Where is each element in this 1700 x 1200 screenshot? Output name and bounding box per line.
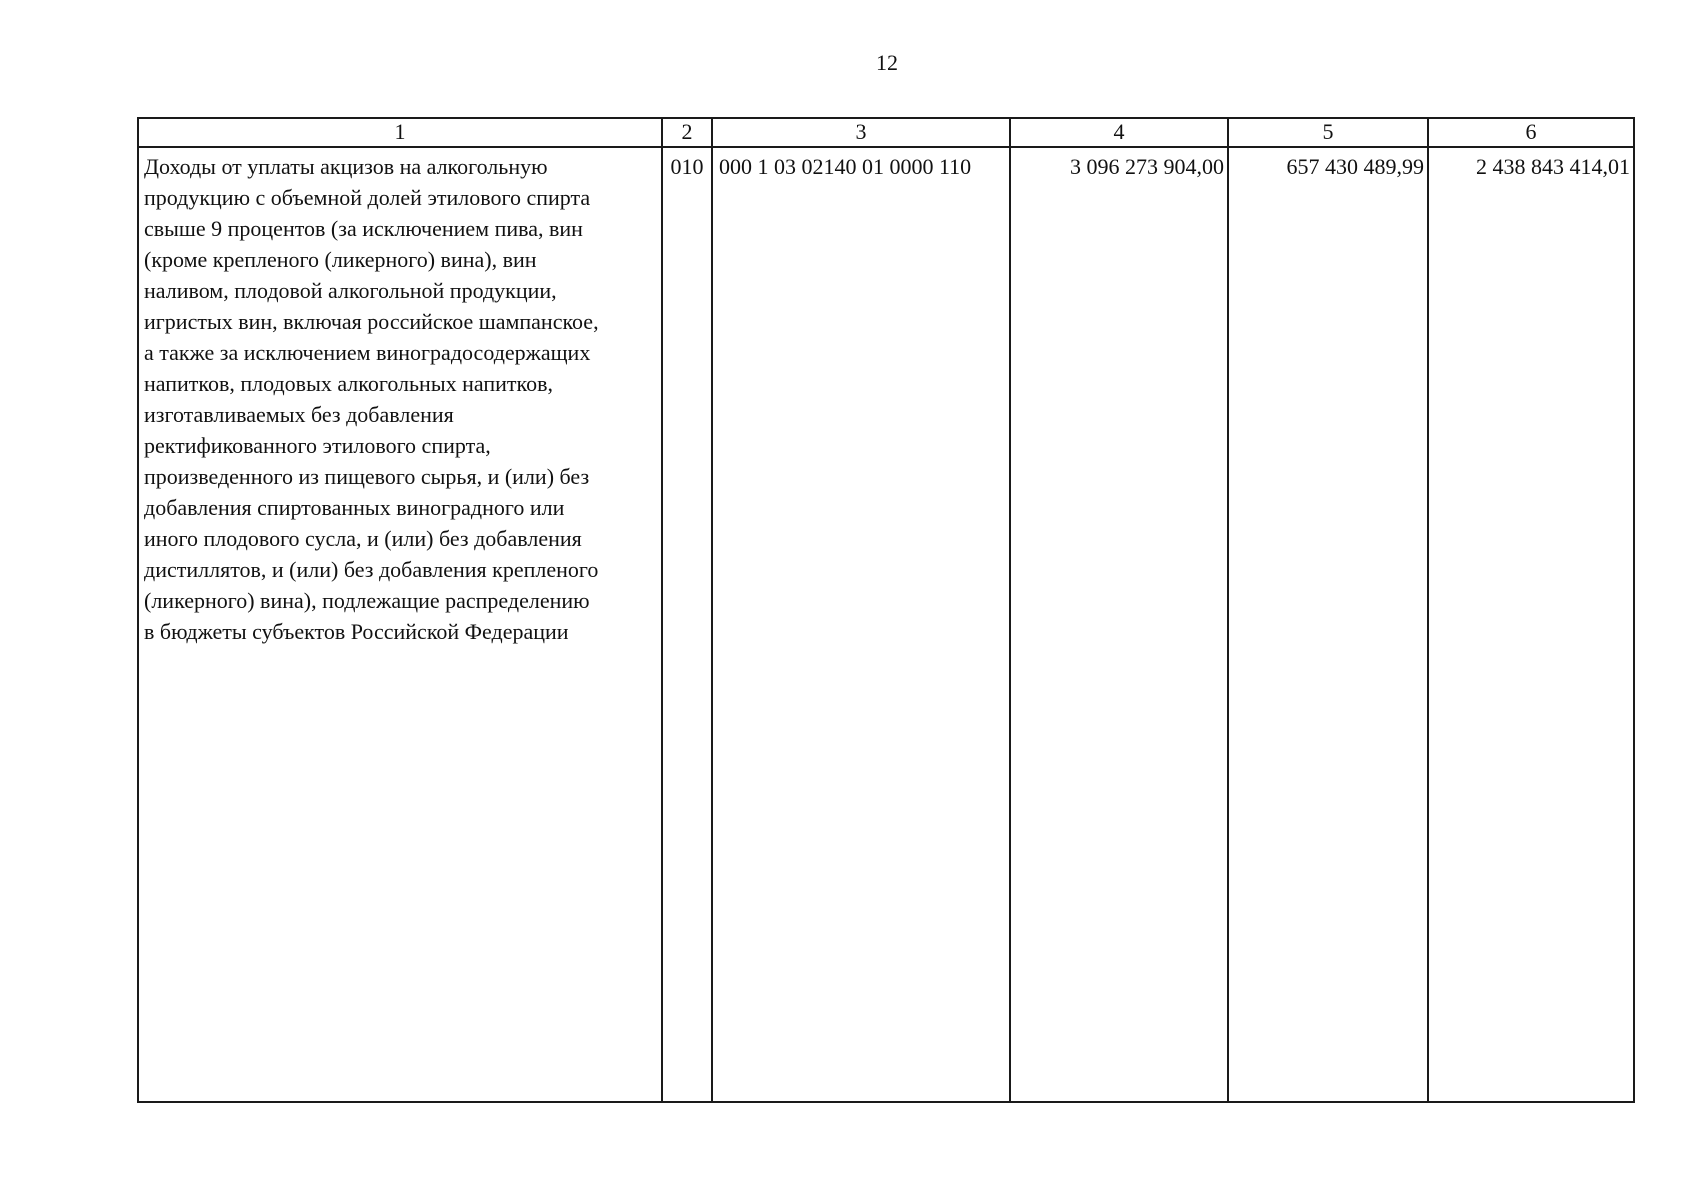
description-line: изготавливаемых без добавления (144, 402, 454, 427)
column-number-header: 6 (1428, 118, 1634, 147)
description-line: Доходы от уплаты акцизов на алкогольную (144, 154, 548, 179)
column-number-row (138, 118, 1634, 147)
income-description-cell (138, 147, 662, 1102)
amount-cell-col5: 657 430 489,99 (1228, 147, 1428, 1102)
description-line: свыше 9 процентов (за исключением пива, вин (144, 216, 583, 241)
column-number-header: 3 (712, 118, 1010, 147)
table-row (138, 147, 1634, 1102)
column-number-header: 5 (1228, 118, 1428, 147)
description-line: напитков, плодовых алкогольных напитков, (144, 371, 553, 396)
page-number: 12 (876, 50, 898, 75)
column-number-header: 2 (662, 118, 712, 147)
description-line: игристых вин, включая российское шампанское, (144, 309, 599, 334)
budget-classification-code-cell: 000 1 03 02140 01 0000 110 (712, 147, 1010, 1102)
description-line: (ликерного) вина), подлежащие распределению (144, 588, 590, 613)
description-line: а также за исключением виноградосодержащих (144, 340, 591, 365)
description-line: произведенного из пищевого сырья, и (или) без (144, 464, 590, 489)
column-number-header: 1 (138, 118, 662, 147)
description-line: продукцию с объемной долей этилового спирта (144, 185, 591, 210)
report-table (137, 117, 1635, 1103)
description-line: добавления спиртованных виноградного или (144, 495, 565, 520)
description-line: (кроме крепленого (ликерного) вина), вин (144, 247, 537, 272)
amount-cell-col6: 2 438 843 414,01 (1428, 147, 1634, 1102)
description-line: ректификованного этилового спирта, (144, 433, 491, 458)
description-line: наливом, плодовой алкогольной продукции, (144, 278, 557, 303)
column-number-header: 4 (1010, 118, 1228, 147)
amount-cell-col4: 3 096 273 904,00 (1010, 147, 1228, 1102)
description-line: в бюджеты субъектов Российской Федерации (144, 619, 569, 644)
description-line: иного плодового сусла, и (или) без добавления (144, 526, 582, 551)
line-code-cell: 010 (662, 147, 712, 1102)
description-line: дистиллятов, и (или) без добавления крепленого (144, 557, 599, 582)
